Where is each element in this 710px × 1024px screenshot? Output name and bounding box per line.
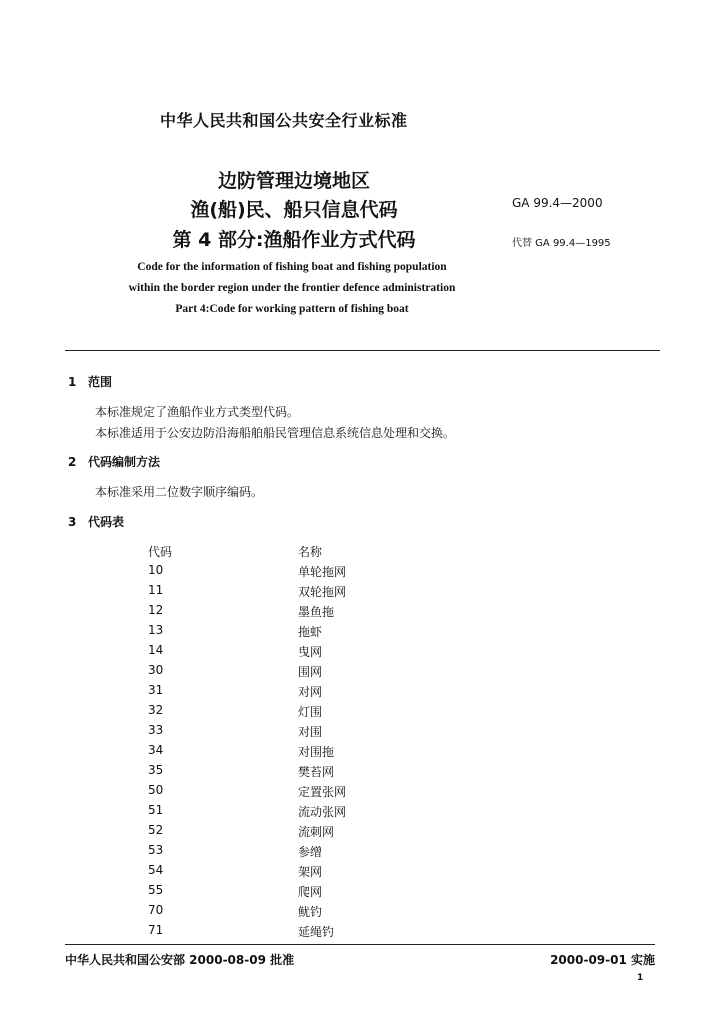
table-row: [0, 703, 710, 723]
row-code: 52: [148, 823, 164, 837]
table-row: [0, 803, 710, 823]
english-title-line-1: Code for the information of fishing boat and fishing population: [137, 261, 447, 273]
footer-divider: [65, 944, 655, 945]
row-name: 流刺网: [298, 825, 335, 839]
row-name: 单轮拖网: [298, 565, 347, 579]
table-row: [0, 723, 710, 743]
row-code: 14: [148, 643, 164, 657]
standard-replaces: 代替 GA 99.4—1995: [512, 238, 611, 249]
section-3-heading: [68, 513, 124, 530]
row-name: 双轮拖网: [298, 585, 347, 599]
row-name: 架网: [298, 865, 323, 879]
section-1-paragraph-1: 本标准规定了渔船作业方式类型代码。: [95, 405, 300, 419]
table-row: [0, 923, 710, 943]
row-name: 流动张网: [298, 805, 347, 819]
row-code: 13: [148, 623, 164, 637]
row-name: 围网: [298, 665, 323, 679]
table-row: [0, 623, 710, 643]
table-row: [0, 843, 710, 863]
section-number: 2: [68, 455, 77, 469]
effective-date-note: 2000-09-01 实施: [550, 953, 655, 967]
code-table-header: [0, 543, 710, 563]
agency-standard-heading: 中华人民共和国公共安全行业标准: [160, 111, 408, 130]
table-row: [0, 883, 710, 903]
section-number: 1: [68, 375, 77, 389]
row-name: 爬网: [298, 885, 323, 899]
section-2-heading: [68, 453, 160, 470]
row-name: 拖虾: [298, 625, 323, 639]
table-row: [0, 663, 710, 683]
row-code: 11: [148, 583, 164, 597]
table-row: [0, 783, 710, 803]
header-divider: [65, 350, 660, 351]
section-title: 代码表: [88, 515, 125, 529]
row-code: 10: [148, 563, 164, 577]
table-row: [0, 903, 710, 923]
row-name: 鱿钓: [298, 905, 323, 919]
table-row: [0, 863, 710, 883]
row-code: 50: [148, 783, 164, 797]
row-code: 34: [148, 743, 164, 757]
page-number: 1: [637, 973, 644, 983]
row-code: 30: [148, 663, 164, 677]
table-row: [0, 603, 710, 623]
table-row: [0, 643, 710, 663]
title-line-3: 第 4 部分:渔船作业方式代码: [172, 229, 416, 251]
row-code: 70: [148, 903, 164, 917]
code-table: [0, 543, 710, 943]
standard-number: GA 99.4—2000: [512, 196, 603, 210]
row-name: 曳网: [298, 645, 323, 659]
row-name: 对围拖: [298, 745, 335, 759]
table-row: [0, 743, 710, 763]
row-name: 延绳钓: [298, 925, 335, 939]
row-name: 定置张网: [298, 785, 347, 799]
row-code: 54: [148, 863, 164, 877]
title-line-2: 渔(船)民、船只信息代码: [190, 199, 398, 221]
section-title: 代码编制方法: [88, 455, 161, 469]
code-column-header: 代码: [148, 545, 173, 559]
section-2-paragraph-1: 本标准采用二位数字顺序编码。: [95, 485, 264, 499]
row-name: 对网: [298, 685, 323, 699]
row-name: 参缯: [298, 845, 323, 859]
approval-note: 中华人民共和国公安部 2000-08-09 批准: [65, 953, 295, 967]
row-code: 71: [148, 923, 164, 937]
section-title: 范围: [88, 375, 113, 389]
english-title-line-2: within the border region under the frontier defence administration: [128, 282, 456, 294]
row-name: 对围: [298, 725, 323, 739]
title-line-1: 边防管理边境地区: [217, 170, 370, 192]
row-name: 灯围: [298, 705, 323, 719]
table-row: [0, 763, 710, 783]
table-row: [0, 583, 710, 603]
table-row: [0, 563, 710, 583]
row-code: 55: [148, 883, 164, 897]
table-row: [0, 823, 710, 843]
row-name: 樊苔网: [298, 765, 335, 779]
section-1-paragraph-2: 本标准适用于公安边防沿海船舶船民管理信息系统信息处理和交换。: [95, 426, 456, 440]
row-code: 12: [148, 603, 164, 617]
row-code: 31: [148, 683, 164, 697]
row-code: 33: [148, 723, 164, 737]
row-code: 51: [148, 803, 164, 817]
table-row: [0, 683, 710, 703]
row-name: 墨鱼拖: [298, 605, 335, 619]
english-title-line-3: Part 4:Code for working pattern of fishing boat: [175, 303, 409, 315]
row-code: 53: [148, 843, 164, 857]
row-code: 32: [148, 703, 164, 717]
row-code: 35: [148, 763, 164, 777]
section-number: 3: [68, 515, 77, 529]
name-column-header: 名称: [298, 545, 323, 559]
section-1-heading: [68, 373, 112, 390]
